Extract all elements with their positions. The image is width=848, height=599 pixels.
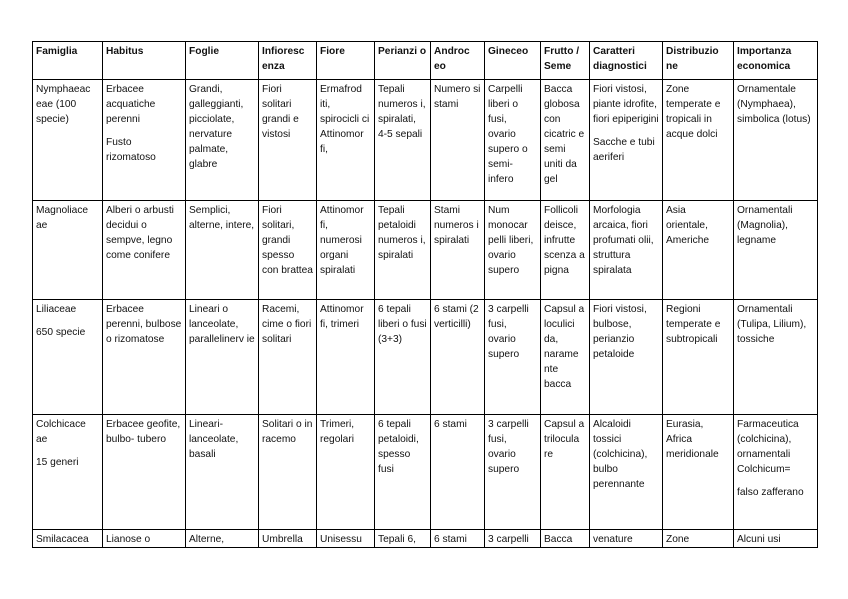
cell-text: Ermafrod iti, spirocicli ci Attinomor fi, xyxy=(320,84,370,155)
cell-text: Colchicace ae xyxy=(36,419,86,445)
table-cell xyxy=(33,415,103,530)
table-cell xyxy=(375,530,431,548)
table-cell xyxy=(33,201,103,300)
table-cell xyxy=(259,530,317,548)
table-cell xyxy=(663,300,734,415)
table-cell xyxy=(103,530,186,548)
table-cell xyxy=(317,415,375,530)
table-cell xyxy=(186,201,259,300)
table-cell xyxy=(663,415,734,530)
table-cell xyxy=(541,80,590,201)
table-cell xyxy=(259,80,317,201)
table-cell xyxy=(663,530,734,548)
table-cell xyxy=(375,415,431,530)
cell-text: Fiori solitari grandi e vistosi xyxy=(262,84,299,140)
cell-text: Semplici, alterne, intere, xyxy=(189,205,255,231)
cell-text: 15 generi xyxy=(36,457,79,468)
table-row xyxy=(33,300,818,415)
cell-text: Grandi, galleggianti, picciolate, nervature palmate, glabre xyxy=(189,84,244,170)
table-row xyxy=(33,201,818,300)
cell-text: Tepali 6, xyxy=(378,534,416,545)
table-cell xyxy=(186,300,259,415)
table-cell xyxy=(431,415,485,530)
cell-text: 3 carpelli fusi, ovario supero xyxy=(488,419,529,475)
cell-text: Erbacee acquatiche perenni xyxy=(106,84,156,125)
table-cell xyxy=(485,300,541,415)
header-cell: Perianzi o xyxy=(375,42,431,80)
table-cell xyxy=(103,201,186,300)
table-cell xyxy=(485,530,541,548)
cell-text: Alberi o arbusti decidui o sempve, legno come conifere xyxy=(106,205,174,261)
table-cell xyxy=(317,530,375,548)
cell-text: Trimeri, regolari xyxy=(320,419,355,445)
table-row xyxy=(33,530,818,548)
table-cell xyxy=(259,415,317,530)
cell-text: Morfologia arcaica, fiori profumati olii, struttura spiralata xyxy=(593,205,654,276)
cell-text: Liliaceae xyxy=(36,304,77,315)
cell-text: Ornamentale (Nymphaea), simbolica (lotus) xyxy=(737,84,811,125)
table-cell xyxy=(33,530,103,548)
table-cell xyxy=(734,415,818,530)
cell-text: Alcuni usi xyxy=(737,534,781,545)
table-cell xyxy=(431,300,485,415)
table-cell xyxy=(317,80,375,201)
table-row xyxy=(33,415,818,530)
table-cell xyxy=(375,80,431,201)
cell-text: Nymphaeac eae (100 specie) xyxy=(36,84,91,125)
cell-text: Follicoli deisce, infrutte scenza a pigna xyxy=(544,205,585,276)
cell-text: Erbacee geofite, bulbo- tubero xyxy=(106,419,181,445)
cell-text: Fiori solitari, grandi spesso con brattea xyxy=(262,205,313,276)
cell-text: Magnoliace ae xyxy=(36,205,89,231)
cell-text: Bacca xyxy=(544,534,573,545)
cell-text: Fusto rizomatoso xyxy=(106,137,156,163)
table-cell xyxy=(186,415,259,530)
header-cell: Infioresc enza xyxy=(259,42,317,80)
cell-text: Capsul a trilocula re xyxy=(544,419,585,460)
cell-text: Smilacacea xyxy=(36,534,89,545)
table-cell xyxy=(317,300,375,415)
table-cell xyxy=(734,201,818,300)
cell-text: Sacche e tubi aeriferi xyxy=(593,137,655,163)
cell-text: Ornamentali (Tulipa, Lilium), tossiche xyxy=(737,304,807,345)
cell-text: Fiori vistosi, piante idrofite, fiori epiperigini xyxy=(593,84,659,125)
cell-text: Stami numeros i spiralati xyxy=(434,205,479,246)
cell-text: Racemi, cime o fiori solitari xyxy=(262,304,312,345)
cell-text: Zone xyxy=(666,534,690,545)
cell-text: Alcaloidi tossici (colchicina), bulbo perennante xyxy=(593,419,648,490)
cell-text: Regioni temperate e subtropicali xyxy=(666,304,721,345)
cell-text: Lineari o lanceolate, parallelinerv ie xyxy=(189,304,255,345)
table-cell xyxy=(431,80,485,201)
table-cell xyxy=(590,530,663,548)
families-table xyxy=(32,41,818,548)
table-cell xyxy=(590,300,663,415)
cell-text: 3 carpelli fusi, ovario supero xyxy=(488,304,529,360)
cell-text: Attinomor fi, numerosi organi spiralati xyxy=(320,205,364,276)
cell-text: 6 tepali petaloidi, spesso fusi xyxy=(378,419,419,475)
table-cell xyxy=(33,80,103,201)
table-cell xyxy=(33,300,103,415)
table-cell xyxy=(431,201,485,300)
cell-text: 6 stami xyxy=(434,534,467,545)
table-cell xyxy=(431,530,485,548)
header-cell: Caratteri diagnostici xyxy=(590,42,663,80)
header-row xyxy=(33,42,818,80)
table-cell xyxy=(186,530,259,548)
cell-text: Capsul a loculici da, narame nte bacca xyxy=(544,304,585,390)
table-cell xyxy=(663,80,734,201)
table-cell xyxy=(259,201,317,300)
cell-text: Unisessu xyxy=(320,534,362,545)
cell-text: Asia orientale, Americhe xyxy=(666,205,710,246)
cell-text: falso zafferano xyxy=(737,487,804,498)
cell-text: Attinomor fi, trimeri xyxy=(320,304,364,330)
cell-text: 6 tepali liberi o fusi (3+3) xyxy=(378,304,427,345)
table-cell xyxy=(663,201,734,300)
table-cell xyxy=(317,201,375,300)
cell-text: Farmaceutica (colchicina), ornamentali Colchicum= xyxy=(737,419,799,475)
table-cell xyxy=(541,201,590,300)
table-cell xyxy=(734,300,818,415)
cell-text: Zone temperate e tropicali in acque dolci xyxy=(666,84,721,140)
table-cell xyxy=(485,201,541,300)
cell-text: 6 stami xyxy=(434,419,467,430)
table-cell xyxy=(590,415,663,530)
cell-text: 3 carpelli xyxy=(488,534,529,545)
cell-text: Solitari o in racemo xyxy=(262,419,313,445)
cell-text: 6 stami (2 verticilli) xyxy=(434,304,479,330)
table-row xyxy=(33,80,818,201)
table-cell xyxy=(375,201,431,300)
table-cell xyxy=(541,300,590,415)
cell-text: 650 specie xyxy=(36,327,86,338)
cell-text: Eurasia, Africa meridionale xyxy=(666,419,719,460)
cell-text: Lianose o xyxy=(106,534,151,545)
cell-text: Fiori vistosi, bulbose, perianzio petaloide xyxy=(593,304,647,360)
cell-text: Tepali numeros i, spiralati, 4-5 sepali xyxy=(378,84,426,140)
cell-text: Tepali petaloidi numeros i, spiralati xyxy=(378,205,426,261)
header-cell: Frutto / Seme xyxy=(541,42,590,80)
table-cell xyxy=(734,530,818,548)
cell-text: Alterne, xyxy=(189,534,225,545)
table-cell xyxy=(541,530,590,548)
header-cell: Famiglia xyxy=(33,42,103,80)
table-cell xyxy=(541,415,590,530)
table-cell xyxy=(103,415,186,530)
cell-text: venature xyxy=(593,534,633,545)
header-cell: Foglie xyxy=(186,42,259,80)
table-cell xyxy=(375,300,431,415)
header-cell: Fiore xyxy=(317,42,375,80)
table-cell xyxy=(590,80,663,201)
table-cell xyxy=(485,415,541,530)
cell-text: Erbacee perenni, bulbose o rizomatose xyxy=(106,304,182,345)
table-cell xyxy=(590,201,663,300)
table-cell xyxy=(186,80,259,201)
cell-text: Umbrella xyxy=(262,534,303,545)
table-cell xyxy=(103,80,186,201)
table-cell xyxy=(259,300,317,415)
header-cell: Habitus xyxy=(103,42,186,80)
cell-text: Num monocar pelli liberi, ovario supero xyxy=(488,205,534,276)
table-cell xyxy=(734,80,818,201)
cell-text: Ornamentali (Magnolia), legname xyxy=(737,205,793,246)
table-cell xyxy=(103,300,186,415)
cell-text: Numero si stami xyxy=(434,84,481,110)
table-cell xyxy=(485,80,541,201)
cell-text: Bacca globosa con cicatric e semi uniti da gel xyxy=(544,84,585,185)
header-cell: Distribuzio ne xyxy=(663,42,734,80)
header-cell: Androc eo xyxy=(431,42,485,80)
header-cell: Gineceo xyxy=(485,42,541,80)
cell-text: Lineari- lanceolate, basali xyxy=(189,419,239,460)
header-cell: Importanza economica xyxy=(734,42,818,80)
cell-text: Carpelli liberi o fusi, ovario supero o semi- infero xyxy=(488,84,528,185)
